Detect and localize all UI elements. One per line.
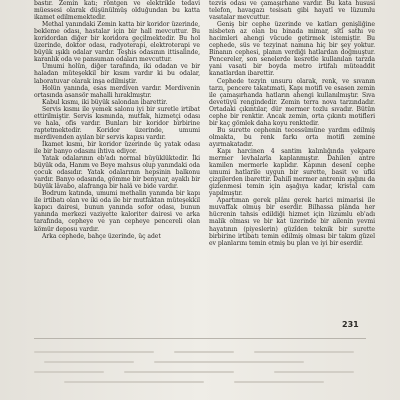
paragraph: bastır. Zemin katı; röntgen ve elektrikle tedavi müessesi olarak düşünülmüş olduğundan bu katta ikamet edilmemektedir. bbox=[34, 0, 200, 22]
paragraph: Bodrum katında, umumi methalin yanında bir kapı ile irtibatı olan ve iki oda ile bir mutfaktan müteşekkil kapıcı dairesi, bunun yanında sofor odası, bunun yanında merkezi vaziyette kaloriter dairesi ve arka tarafında, cepheye ve yan cepheye pencereli olan kömür deposu vardır. bbox=[34, 190, 200, 233]
paragraph: Kapı harcinen 4 santim kalınlığında yekpare mermer levhalarla kaplanmıştır. Dahilen antre kamilen mermerle kaplıdır. Kapının desenî cephe umumi hatlarile uygun bir surette, basit ve ufki çizgilerden ibarettir. Dahilî mermer antrenin ışığını da gizlenmesi temin için aşağıya kadar, kristal cam yapılmıştır. bbox=[209, 147, 375, 198]
paragraph: İkamet kısmı, bir koridor üzerinde üç yatak odası ile bir banyo odasını ihtiva ediyor. bbox=[34, 140, 200, 155]
paragraph: Bu surette cephenin tecessümüne yardım edilmiş olmakta, bu renk farkı orta motifi zemine ayırmakatadır. bbox=[209, 126, 375, 148]
page-number: 231 bbox=[342, 320, 359, 329]
paragraph: Apartıman gerek plânı gerek harici mimarisi ile muvaffak olmuş bir eserdir. Bilhassa plânda her hücrenin tahsis edildiği hizmet için lüzumlu eb'adı malik olması ve bir kat üzerinde bir ailenin yevmi hayatının (piyeslerin) güzîden teknik bir surette birbirine irtibatı temin edilmiş olması bir takım güzel ev planlarını temin etmiş bu plan ve iyi bir eserdir. bbox=[209, 197, 375, 247]
paragraph: Arka cephede, bahçe üzerinde, üç adet bbox=[42, 232, 161, 240]
paragraph: Kabul kısmı, iki büyük salondan ibarettir. bbox=[42, 98, 168, 106]
bleed-through-text bbox=[34, 345, 366, 393]
page-divider bbox=[34, 338, 366, 339]
paragraph: Geniş bir cephe üzerinde ve katları genişliğine nisbeten az olan bu binada mimar, sîtî sathı ve hacimleri ahengi vücude getirmek istemiştir. Bu cephede, süs ve tezyinat namına hiç bir şey yoktur. Binanın cephesi, planın verdiği hatlardan doğmuştur. Pencereler, son senelerde kesretle kullanılan tarzda yani vasati bir boyda metro irtifalı müteaddit kanatlardan ibarettir. bbox=[209, 21, 375, 78]
paragraph: Yatak odalarının eb'adı normal büyüklüktedir. İki büyük oda, Hanım ve Beye mahsus olup yanındaki oda çocuk odasıdır. Yatak odalarının hepsinin balkonu vardır. Banyo odasında, gömme bir benyuar, ayaklı bir büyük lâvabo, alafranga bir halâ ve bide vardır. bbox=[34, 155, 201, 191]
right-text-column bbox=[209, 0, 375, 247]
paragraph: Umumi holün, diğer tarafında, iki odadan ve bir haladan müteşekkil bir kısım vardır ki bu odalar, laboratuvar olarak inşa edilmiştir. bbox=[34, 63, 200, 85]
paragraph: tezvis odası ve çamaşırhane vardır. Bu kata hususi telefon, havagazı tesisatı gibi hayatî ve lüzumlu vasıtalar mevcuttur. bbox=[209, 0, 375, 22]
left-text-column bbox=[34, 0, 200, 240]
paragraph: Servis kısmı ile yemek salonu iyi bir suretle irtibat ettirilmiştir. Servis kısmında, mutfak, hizmetçi odası ve hala, ofis vardır. Bunları bir koridor birbirine raptetmektedir. Koridor üzerinde, umumi merdivenden ayılan bir servis kapısı vardır. bbox=[34, 105, 200, 141]
paragraph: Holün yanında, esas merdiven vardır. Merdivenin ortasında asansör mahalli hıraklmıştır. bbox=[34, 84, 200, 99]
paragraph: Methal yanındaki Zemin katta bir koridor üzerinde, bekleme odası, hastalar için bir hall mevcuttur. Bu koridordan diğer bir koridora geçilmektedir. Bu hol üzerinde, doktor odası, radyoterapi, elektroterapi ve büyük ışıklı odalar vardır. Teşhis odasının ittisalinde, karanlık oda ve pansuman odaları mevcuttur. bbox=[34, 21, 200, 64]
paragraph: Cephede tezyin unsuru olarak, renk, ve sıvanın tarzı, pencere takatımati, Kapı motifi ve esasen zemin ile çamaşırhanda hatların ahengi kullanılmıştır. Sıva devetüyü rengindedir. Zemin terra nova tarzındadır. Ortadaki çıkıntılar, dür mermer tozlu sıvadır. Bütün cephe bir renktir. Ancak zemin, orta çıkıntı motifleri bir kaç gömlek daha koyu renktedir. bbox=[209, 77, 375, 127]
